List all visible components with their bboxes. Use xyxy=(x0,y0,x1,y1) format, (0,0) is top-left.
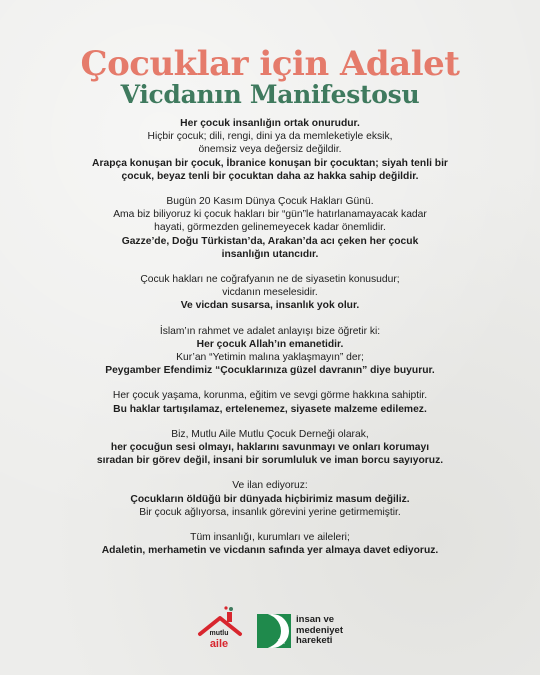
manifesto-line: Biz, Mutlu Aile Mutlu Çocuk Derneği olarak, xyxy=(171,428,369,440)
manifesto-line: insanlığın utancıdır. xyxy=(221,248,319,260)
manifesto-line: Ve ilan ediyoruz: xyxy=(232,480,308,492)
manifesto-line: Gazze’de, Doğu Türkistan’da, Arakan’da acı çeken her çocuk xyxy=(121,235,419,247)
manifesto-line: Her çocuk Allah’ın emanetidir. xyxy=(196,338,344,350)
insan-medeniyet-logo xyxy=(257,614,347,650)
insan-logo-line3: hareketi xyxy=(296,635,333,646)
manifesto-line: Bu haklar tartışılamaz, ertelenemez, siyasete malzeme edilemez. xyxy=(113,403,427,415)
page-subtitle: Vicdanın Manifestosu xyxy=(120,80,420,109)
manifesto-line: Arapça konuşan bir çocuk, İbranice konuşan bir çocuktan; siyah tenli bir xyxy=(92,157,448,169)
manifesto-paragraph xyxy=(60,531,480,557)
manifesto-paragraph xyxy=(60,273,480,313)
manifesto-line: vicdanın meselesidir. xyxy=(222,287,318,299)
manifesto-line: sıradan bir görev değil, insani bir sorumluluk ve iman borcu sayıyoruz. xyxy=(96,455,444,467)
manifesto-line: hayati, görmezden gelinemeyecek kadar önemlidir. xyxy=(154,222,386,234)
manifesto-paragraph xyxy=(60,117,480,183)
page-title: Çocuklar için Adalet xyxy=(80,44,460,84)
manifesto-line: Çocuk hakları ne coğrafyanın ne de siyasetin konusudur; xyxy=(140,274,400,286)
manifesto-line: Bugün 20 Kasım Dünya Çocuk Hakları Günü. xyxy=(166,196,374,208)
manifesto-line: Bir çocuk ağlıyorsa, insanlık görevini yerine getirmemiştir. xyxy=(139,506,401,518)
manifesto-paragraph xyxy=(60,325,480,378)
mutlu-aile-logo xyxy=(194,606,244,654)
crescent-star-icon xyxy=(257,614,291,648)
manifesto-paragraph xyxy=(60,389,480,415)
manifesto-paragraph xyxy=(60,195,480,261)
manifesto-line: önemsiz veya değersiz değildir. xyxy=(198,144,342,156)
insan-medeniyet-name xyxy=(296,615,356,647)
manifesto-line: çocuk, beyaz tenli bir çocuktan daha az hakka sahip değildir. xyxy=(121,170,419,182)
manifesto-line: Kur’an “Yetimin malına yaklaşmayın” der; xyxy=(176,352,364,364)
manifesto-line: Çocukların öldüğü bir dünyada hiçbirimiz masum değiliz. xyxy=(130,493,410,505)
footer-logos xyxy=(0,604,540,654)
manifesto-body xyxy=(60,117,480,569)
manifesto-line: Peygamber Efendimiz “Çocuklarınıza güzel davranın” diye buyurur. xyxy=(105,365,435,377)
manifesto-line: her çocuğun sesi olmayı, haklarını savunmayı ve onları korumayı xyxy=(110,442,430,454)
manifesto-paragraph xyxy=(60,479,480,519)
insan-logo-line1: insan ve xyxy=(296,614,335,625)
manifesto-paragraph xyxy=(60,428,480,468)
manifesto-line: Her çocuk insanlığın ortak onurudur. xyxy=(180,118,360,129)
insan-logo-line2: medeniyet xyxy=(296,624,343,636)
mutlu-logo-word: mutlu xyxy=(209,630,229,637)
manifesto-line: Adaletin, merhametin ve vicdanın safında yer almaya davet ediyoruz. xyxy=(101,545,439,557)
manifesto-line: Ve vicdan susarsa, insanlık yok olur. xyxy=(180,300,360,312)
manifesto-line: İslam’ın rahmet ve adalet anlayışı bize öğretir ki: xyxy=(159,325,381,337)
manifesto-line: Hiçbir çocuk; dili, rengi, dini ya da memleketiyle eksik, xyxy=(147,131,393,143)
aile-logo-word: aile xyxy=(209,638,229,650)
manifesto-line: Tüm insanlığı, kurumları ve aileleri; xyxy=(190,532,350,544)
manifesto-line: Ama biz biliyoruz ki çocuk hakları bir “gün”le hatırlanamayacak kadar xyxy=(113,209,427,221)
manifesto-line: Her çocuk yaşama, korunma, eğitim ve sevgi görme hakkına sahiptir. xyxy=(112,390,428,402)
